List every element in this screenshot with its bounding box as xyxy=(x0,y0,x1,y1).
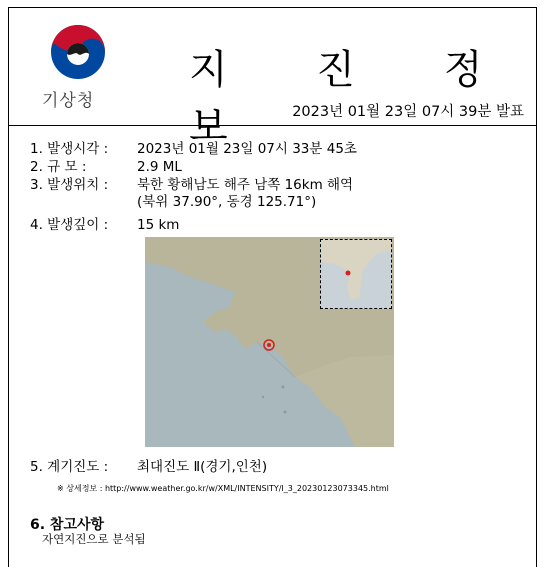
location-label: 3. 발생위치 : xyxy=(30,177,109,193)
inset-map-graphic xyxy=(321,240,391,308)
item-intensity xyxy=(30,455,267,475)
item-depth xyxy=(30,213,179,233)
depth-label: 4. 발생깊이 : xyxy=(30,217,109,233)
intensity-label: 5. 계기진도 : xyxy=(30,459,109,475)
reference-text: 자연지진으로 분석됨 xyxy=(42,532,146,546)
item-scale xyxy=(30,155,182,175)
location-coords: (북위 37.90°, 동경 125.71°) xyxy=(137,194,317,210)
agency-name: 기상청 xyxy=(42,91,95,111)
detail-link[interactable]: ※ 상세정보 : http://www.weather.go.kr/w/XML/INTENSITY/I_3_20230123073345.html xyxy=(57,484,389,493)
government-logo-icon xyxy=(49,23,107,81)
overview-inset-map xyxy=(320,239,392,309)
intensity-value: 최대진도 Ⅱ(경기,인천) xyxy=(137,459,268,475)
bulletin-frame xyxy=(8,7,537,567)
epicenter-map xyxy=(145,237,394,447)
time-label: 1. 발생시각 : xyxy=(30,141,109,157)
scale-label: 2. 규 모 : xyxy=(30,159,87,175)
reference-heading: 6. 참고사항 xyxy=(30,517,105,533)
release-time: 2023년 01월 23일 07시 39분 발표 xyxy=(292,104,524,120)
location-value: 북한 황해남도 해주 남쪽 16km 해역 xyxy=(137,177,354,193)
depth-value: 15 km xyxy=(137,217,180,233)
scale-value: 2.9 ML xyxy=(137,159,182,175)
inset-epicenter-icon xyxy=(346,271,351,276)
item-time xyxy=(30,137,357,157)
page-title: 지 진 정 보 xyxy=(189,47,521,150)
time-value: 2023년 01월 23일 07시 33분 45초 xyxy=(137,141,357,157)
